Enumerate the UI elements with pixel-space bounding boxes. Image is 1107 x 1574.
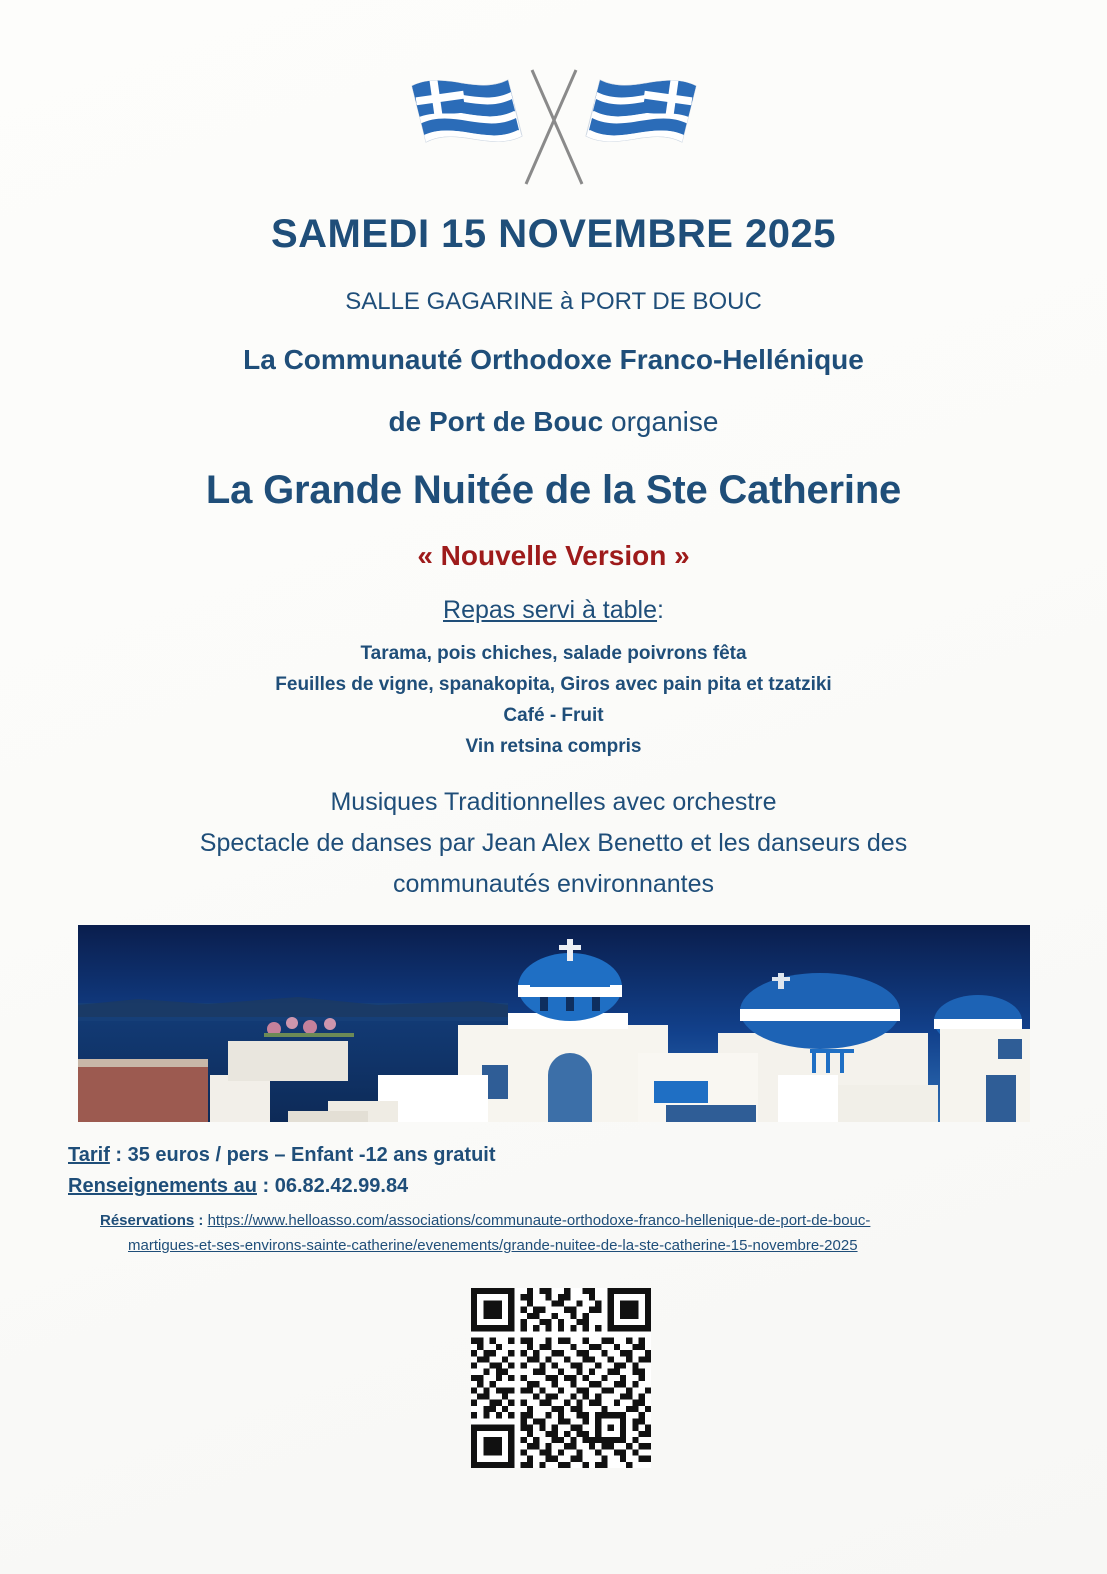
menu-item: Café - Fruit: [503, 705, 604, 726]
menu-item: Feuilles de vigne, spanakopita, Giros avec pain pita et tzatziki: [275, 674, 832, 695]
greek-island-church-photo: [78, 925, 1030, 1122]
subtitle: « Nouvelle Version »: [417, 540, 690, 571]
reservation-link-continued[interactable]: martigues-et-ses-environs-sainte-catherine/evenements/grande-nuitee-de-la-ste-catherine-15-novembre-2025: [128, 1237, 858, 1254]
price-label: Tarif: [68, 1144, 110, 1166]
price-value: : 35 euros / pers – Enfant -12 ans gratuit: [109, 1144, 496, 1166]
menu-item: Vin retsina compris: [465, 736, 642, 757]
reservation-label: Réservations: [100, 1212, 195, 1229]
page-title: La Grande Nuitée de la Ste Catherine: [205, 468, 902, 512]
program-item: Musiques Traditionnelles avec orchestre: [330, 788, 777, 816]
reservation-link[interactable]: https://www.helloasso.com/associations/communaute-orthodoxe-franco-hellenique-de-port-de-bouc-: [207, 1212, 871, 1229]
practical-info: [68, 1140, 1048, 1202]
program-item: communautés environnantes: [392, 870, 715, 898]
program-list: [0, 782, 1107, 905]
organizer-city: de Port de Bouc: [388, 406, 604, 437]
phone-value: : 06.82.42.99.84: [256, 1175, 409, 1197]
menu-list: [0, 638, 1107, 762]
event-venue: SALLE GAGARINE à PORT DE BOUC: [345, 288, 762, 315]
organizer-line-1: La Communauté Orthodoxe Franco-Hellénique: [243, 344, 864, 375]
meal-heading-colon: :: [657, 596, 664, 624]
menu-item: Tarama, pois chiches, salade poivrons fêta: [360, 643, 747, 664]
organizer-line-2: [0, 406, 1107, 438]
event-date: SAMEDI 15 NOVEMBRE 2025: [270, 212, 836, 256]
price-line: [68, 1140, 1048, 1171]
organizer-verb: organise: [611, 406, 719, 437]
reservation-block: [100, 1208, 1020, 1258]
qr-code-reservation[interactable]: [471, 1288, 651, 1468]
program-item: Spectacle de danses par Jean Alex Benetto et les danseurs des: [199, 829, 908, 857]
meal-heading: [0, 596, 1107, 625]
crossed-greek-flags-icon: [0, 52, 1107, 192]
reservation-separator: :: [194, 1212, 208, 1229]
meal-heading-text: Repas servi à table: [443, 596, 658, 624]
phone-line: [68, 1171, 1048, 1202]
phone-label: Renseignements au: [68, 1175, 257, 1197]
